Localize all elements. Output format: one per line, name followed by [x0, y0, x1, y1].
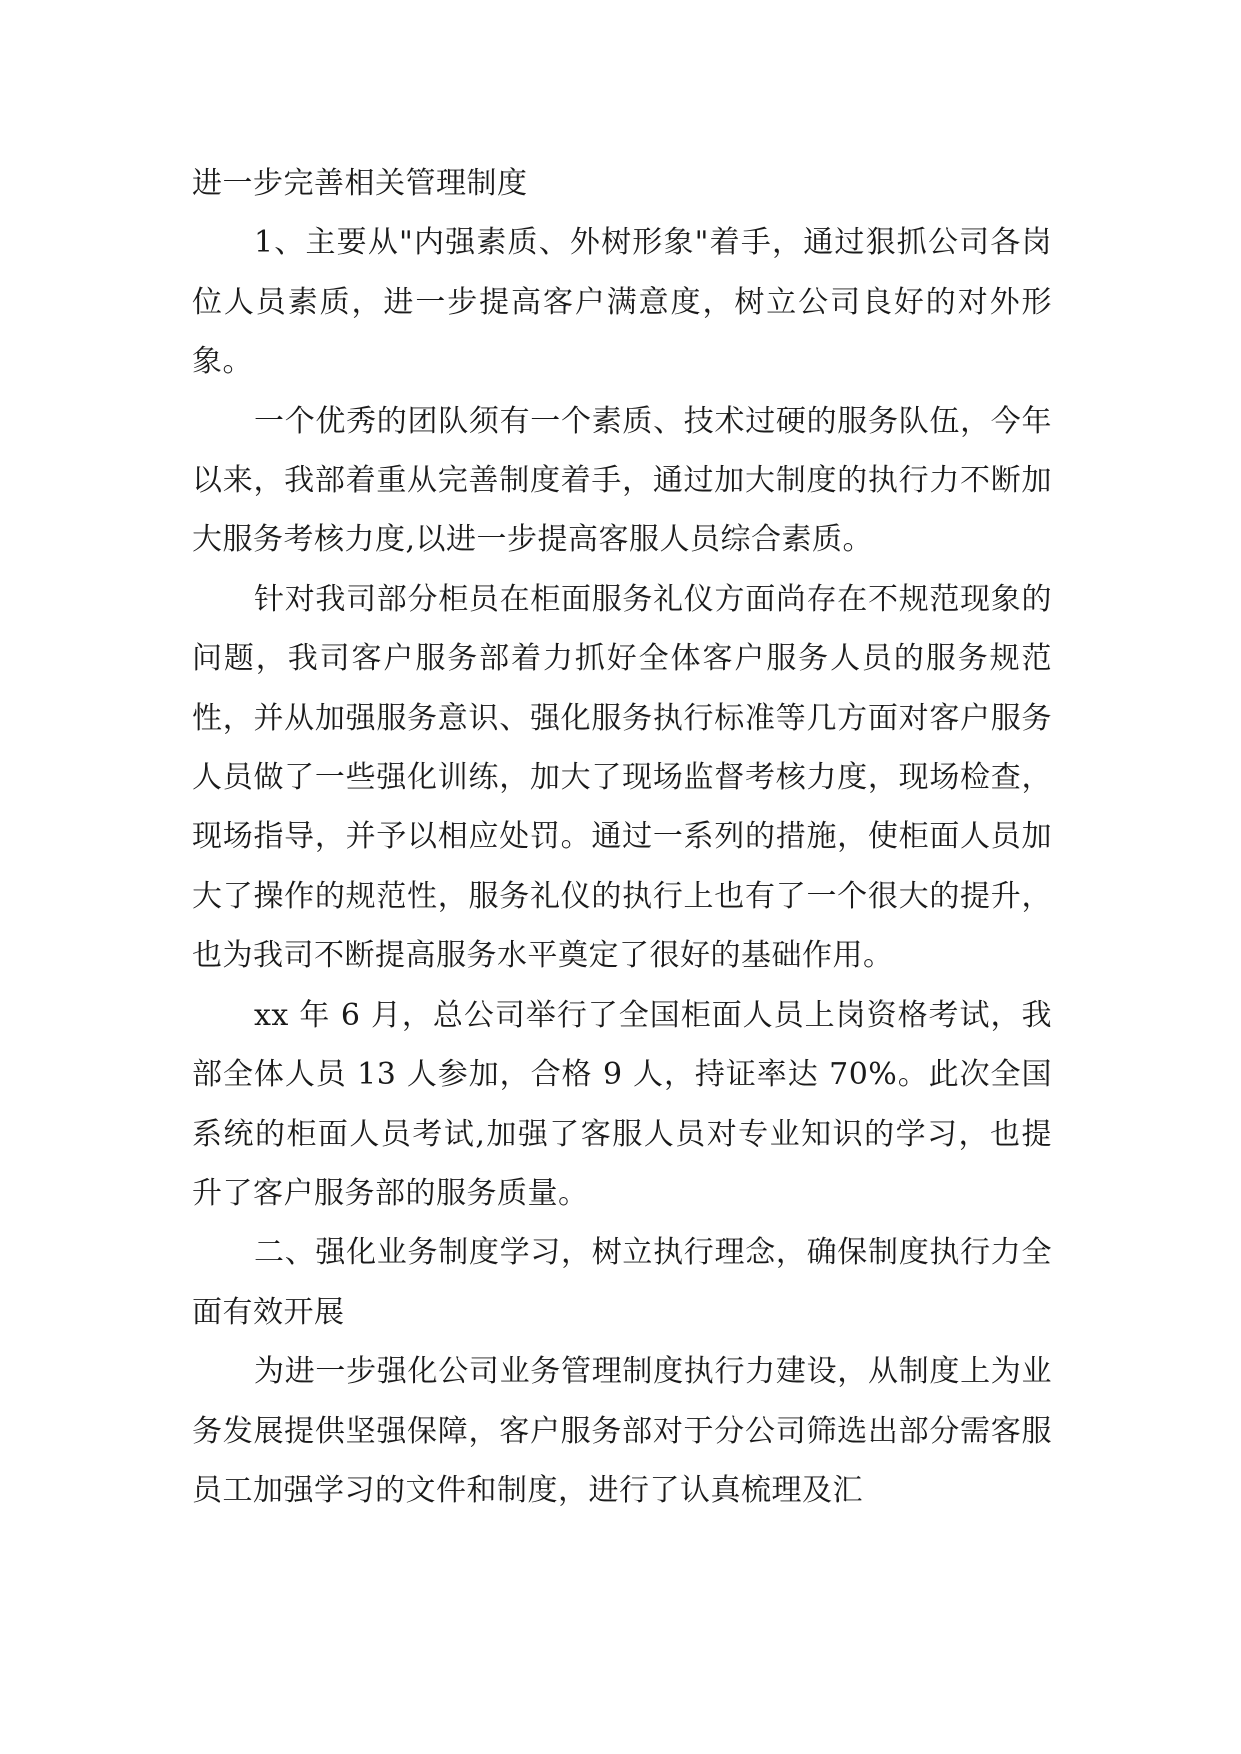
- paragraph-system-study: 为进一步强化公司业务管理制度执行力建设，从制度上为业务发展提供坚强保障，客户服务部对于分公司筛选出部分需客服员工加强学习的文件和制度，进行了认真梳理及汇: [192, 1354, 1052, 1508]
- paragraph-service-etiquette: 针对我司部分柜员在柜面服务礼仪方面尚存在不规范现象的问题，我司客户服务部着力抓好全体客户服务人员的服务规范性，并从加强服务意识、强化服务执行标准等几方面对客户服务人员做了一些强化训练，加大了现场监督考核力度，现场检查，现场指导，并予以相应处罚。通过一系列的措施，使柜面人员加大了操作的规范性，服务礼仪的执行上也有了一个很大的提升，也为我司不断提高服务水平奠定了很好的基础作用。: [192, 581, 1052, 974]
- document-body: [192, 154, 1052, 1520]
- paragraph-item-1: 1、主要从"内强素质、外树形象"着手，通过狠抓公司各岗位人员素质，进一步提高客户满意度，树立公司良好的对外形象。: [192, 225, 1052, 380]
- paragraph-exam-results: xx 年 6 月，总公司举行了全国柜面人员上岗资格考试，我部全体人员 13 人参加，合格 9 人，持证率达 70%。此次全国系统的柜面人员考试,加强了客服人员对专业知识的学习，也提升了客户服务部的服务质量。: [192, 997, 1052, 1211]
- paragraph-team-quality: 一个优秀的团队须有一个素质、技术过硬的服务队伍，今年以来，我部着重从完善制度着手，通过加大制度的执行力不断加大服务考核力度,以进一步提高客服人员综合素质。: [192, 403, 1052, 558]
- section-heading-2: 二、强化业务制度学习，树立执行理念，确保制度执行力全面有效开展: [192, 1235, 1052, 1330]
- paragraph-heading-continuation: 进一步完善相关管理制度: [192, 166, 528, 201]
